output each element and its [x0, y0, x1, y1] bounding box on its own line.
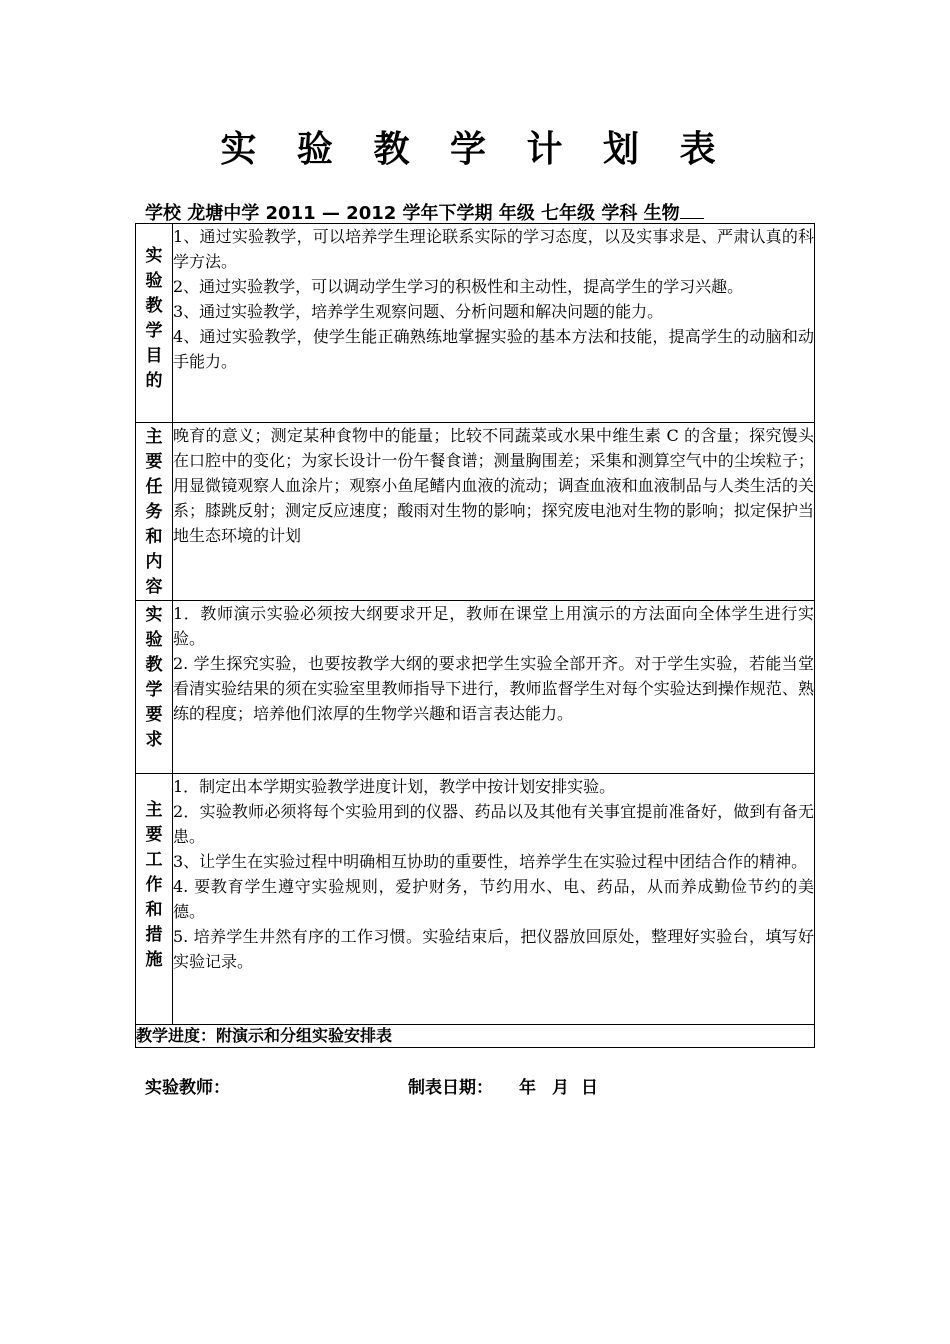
section-content	[173, 601, 815, 774]
date-label: 制表日期：	[408, 1078, 493, 1098]
paragraph: 3、通过实验教学，培养学生观察问题、分析问题和解决问题的能力。	[173, 302, 664, 321]
section-label: 实验教学目的	[145, 246, 163, 391]
section-content	[173, 224, 815, 423]
section-label-cell	[136, 224, 173, 423]
teacher-signature-label: 实验教师：	[145, 1078, 230, 1098]
plan-table	[135, 223, 815, 1048]
paragraph: 1．制定出本学期实验教学进度计划，教学中按计划安排实验。	[173, 777, 616, 796]
section-row-objectives	[136, 224, 815, 423]
section-label: 主要任务和内容	[145, 427, 163, 597]
year-label: 年	[519, 1078, 536, 1098]
schedule-note: 教学进度：附演示和分组实验安排表	[136, 1025, 815, 1048]
month-label: 月	[552, 1078, 569, 1098]
section-label: 实验教学要求	[145, 605, 163, 750]
paragraph: 2．实验教师必须将每个实验用到的仪器、药品以及其他有关事宜提前准备好，做到有备无患。	[173, 802, 814, 846]
paragraph: 2. 学生探究实验，也要按教学大纲的要求把学生实验全部开齐。对于学生实验，若能当堂看清实验结果的须在实验室里教师指导下进行，教师监督学生对每个实验达到操作规范、熟练的程度；培养他们浓厚的生物学兴趣和语言表达能力。	[173, 654, 814, 723]
section-row-tasks	[136, 423, 815, 601]
section-row-measures	[136, 774, 815, 1025]
page-title: 实 验 教 学 计 划 表	[220, 129, 730, 170]
section-row-requirements	[136, 601, 815, 774]
paragraph: 4. 要教育学生遵守实验规则，爱护财务，节约用水、电、药品，从而养成勤俭节约的美德。	[173, 877, 814, 921]
section-label-cell	[136, 423, 173, 601]
paragraph: 5. 培养学生井然有序的工作习惯。实验结束后，把仪器放回原处，整理好实验台，填写好实验记录。	[173, 927, 814, 971]
date-field	[408, 1076, 598, 1100]
section-content	[173, 423, 815, 601]
schedule-row	[136, 1025, 815, 1048]
paragraph: 4、通过实验教学，使学生能正确熟练地掌握实验的基本方法和技能，提高学生的动脑和动手能力。	[173, 327, 814, 371]
paragraph: 2、通过实验教学，可以调动学生学习的积极性和主动性，提高学生的学习兴趣。	[173, 277, 744, 296]
school-info-text: 学校 龙塘中学 2011 — 2012 学年下学期 年级 七年级 学科 生物	[145, 203, 680, 224]
paragraph: 1、通过实验教学，可以培养学生理论联系实际的学习态度，以及实事求是、严肃认真的科学方法。	[173, 227, 814, 271]
info-underline	[680, 200, 704, 219]
section-label-cell	[136, 601, 173, 774]
paragraph: 1．教师演示实验必须按大纲要求开足，教师在课堂上用演示的方法面向全体学生进行实验。	[173, 604, 814, 648]
section-label-cell	[136, 774, 173, 1025]
day-label: 日	[581, 1078, 598, 1098]
section-label: 主要工作和措施	[145, 800, 163, 970]
section-content	[173, 774, 815, 1025]
paragraph: 3、让学生在实验过程中明确相互协助的重要性，培养学生在实验过程中团结合作的精神。	[173, 852, 808, 871]
paragraph: 晚育的意义；测定某种食物中的能量；比较不同蔬菜或水果中维生素 C 的含量；探究馒头在口腔中的变化；为家长设计一份午餐食谱；测量胸围差；采集和测算空气中的尘埃粒子；用显微镜观察人血涂片；观察小鱼尾鳍内血液的流动；调查血液和血液制品与人类生活的关系；膝跳反射；测定反应速度；酸雨对生物的影响；探究废电池对生物的影响；拟定保护当地生态环境的计划	[173, 426, 814, 545]
